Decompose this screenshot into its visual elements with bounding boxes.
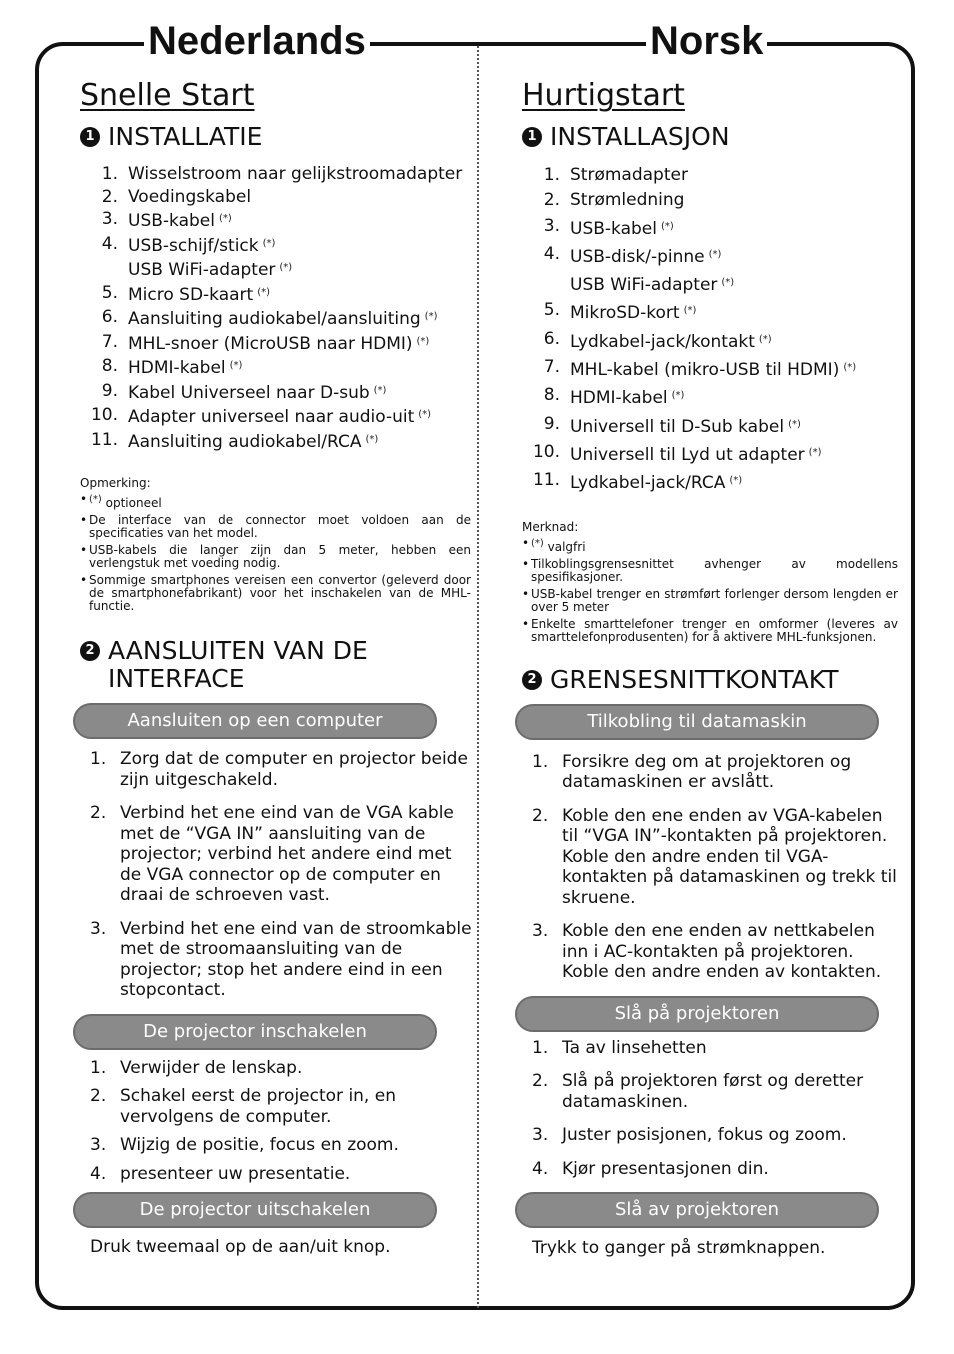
step-item <box>80 919 472 1001</box>
step-number: 4. <box>532 1158 549 1179</box>
item-label: USB WiFi-adapter (*) <box>128 260 293 280</box>
item-number: 5. <box>101 282 118 303</box>
connect-steps-list <box>522 752 902 983</box>
item-label: USB-kabel (*) <box>570 218 674 239</box>
installation-item <box>80 233 472 258</box>
item-number <box>80 257 128 282</box>
language-title-dutch: Nederlands <box>144 18 370 64</box>
section-pill-power-on: Slå på projektoren <box>515 996 879 1032</box>
item-label: Lydkabel-jack/RCA (*) <box>570 473 743 494</box>
section-title-text: INSTALLATIE <box>108 122 263 151</box>
step-item <box>522 1125 902 1146</box>
item-label: MHL-kabel (mikro-USB til HDMI) (*) <box>570 360 857 381</box>
item-label: Strømledning <box>570 190 685 211</box>
power-off-text: Druk tweemaal op de aan/uit knop. <box>90 1237 391 1257</box>
step-item <box>522 1071 902 1112</box>
notes-block <box>80 477 471 613</box>
optional-marker: (*) <box>660 220 674 232</box>
step-number: 3. <box>90 1135 107 1155</box>
section-number-badge: 1 <box>522 127 542 147</box>
power-off-text: Trykk to ganger på strømknappen. <box>532 1238 826 1259</box>
installation-item <box>80 163 472 186</box>
item-number: 4. <box>543 243 560 264</box>
step-text: Kjør presentasjonen din. <box>562 1158 769 1179</box>
step-number: 2. <box>90 803 107 823</box>
item-label: MHL-snoer (MicroUSB naar HDMI) (*) <box>128 333 430 354</box>
item-number <box>522 270 570 298</box>
step-text: Ta av linsehetten <box>562 1037 707 1058</box>
optional-marker: (*) <box>218 213 232 224</box>
notes-block <box>522 521 898 644</box>
language-title-norwegian: Norsk <box>646 18 767 64</box>
step-text: Wijzig de positie, focus en zoom. <box>120 1135 399 1155</box>
installation-item <box>80 404 472 429</box>
power-on-steps-list <box>80 1058 472 1185</box>
item-number: 1. <box>101 164 118 184</box>
optional-marker: (*) <box>229 360 243 371</box>
step-number: 3. <box>532 1125 549 1146</box>
note-item: • USB-kabel trenger en strømført forlenger dersom lengden er over 5 meter <box>522 588 898 614</box>
item-number: 2. <box>101 186 118 207</box>
optional-marker: (*) <box>758 333 772 345</box>
optional-marker: (*) <box>416 335 430 347</box>
optional-marker: (*) <box>721 277 735 289</box>
step-text: Schakel eerst de projector in, en vervolgens de computer. <box>120 1086 396 1127</box>
optional-marker: (*) <box>671 390 685 402</box>
optional-marker: (*) <box>729 475 743 487</box>
optional-marker: (*) <box>843 362 857 374</box>
step-number: 3. <box>532 921 549 942</box>
item-label: Universell til Lyd ut adapter (*) <box>570 444 822 465</box>
installation-item <box>522 242 902 270</box>
installation-item <box>522 270 902 298</box>
step-item <box>80 803 472 906</box>
installation-item <box>522 188 902 213</box>
section-pill-power-on: De projector inschakelen <box>73 1014 437 1050</box>
dutch-column <box>80 78 472 1257</box>
section-pill-power-off: De projector uitschakelen <box>73 1192 437 1228</box>
item-label: Adapter universeel naar audio-uit (*) <box>128 407 432 427</box>
item-label: Aansluiting audiokabel/aansluiting (*) <box>128 309 438 329</box>
step-text: Koble den ene enden av nettkabelen inn i AC-kontakten på projektoren. Koble den andre enden av kontakten. <box>562 921 882 983</box>
installation-item <box>80 331 472 356</box>
item-number: 9. <box>101 380 118 401</box>
item-number: 7. <box>543 357 560 378</box>
item-number: 4. <box>101 233 118 254</box>
section-pill-power-off: Slå av projektoren <box>515 1192 879 1228</box>
note-item: • USB-kabels die langer zijn dan 5 meter, hebben een verlengstuk met voeding nodig. <box>80 544 471 570</box>
step-text: Koble den ene enden av VGA-kabelen til “VGA IN”-kontakten på projektoren. Koble den andre enden til VGA-kontakten på datamaskinen og trekk til skruene. <box>562 805 897 908</box>
item-label: Kabel Universeel naar D-sub (*) <box>128 382 387 403</box>
installation-item <box>522 355 902 383</box>
note-item: • De interface van de connector moet voldoen aan de specificaties van het model. <box>80 514 471 540</box>
item-label: USB-kabel (*) <box>128 211 232 231</box>
item-label: HDMI-kabel (*) <box>570 388 685 409</box>
step-number: 2. <box>532 805 549 826</box>
item-number: 6. <box>543 328 560 349</box>
section-title-text: INSTALLASJON <box>550 122 730 151</box>
step-item <box>522 752 902 793</box>
step-text: Zorg dat de computer en projector beide zijn uitgeschakeld. <box>120 749 468 790</box>
installation-item <box>522 440 902 468</box>
step-text: Slå på projektoren først og deretter datamaskinen. <box>562 1071 864 1112</box>
step-number: 1. <box>532 751 549 772</box>
installation-item <box>80 355 472 380</box>
section-interface-title <box>522 666 902 694</box>
item-label: Wisselstroom naar gelijkstroomadapter <box>128 164 463 184</box>
note-item: • Tilkoblingsgrensesnittet avhenger av modellens spesifikasjoner. <box>522 558 898 584</box>
item-number: 11. <box>532 470 560 491</box>
installation-item <box>80 282 472 307</box>
optional-marker: (*) <box>708 248 722 260</box>
optional-marker: (*) <box>683 305 697 317</box>
step-number: 2. <box>90 1086 107 1106</box>
installation-item <box>522 412 902 440</box>
installation-list <box>80 163 472 453</box>
item-number: 9. <box>543 413 560 434</box>
item-label: USB-disk/-pinne (*) <box>570 246 722 267</box>
section-pill-connect-computer: Aansluiten op een computer <box>73 703 437 739</box>
optional-marker: (*) <box>418 409 432 420</box>
section-number-badge: 2 <box>80 641 100 661</box>
section-interface-title <box>80 637 472 693</box>
step-number: 1. <box>90 1057 107 1078</box>
connect-steps-list <box>80 749 472 1001</box>
installation-item <box>522 383 902 411</box>
note-item: • (*) valgfri <box>522 537 898 554</box>
optional-marker: (*) <box>257 286 271 298</box>
item-number: 10. <box>90 405 118 425</box>
step-number: 3. <box>90 918 107 939</box>
section-title-text: AANSLUITEN VAN DE INTERFACE <box>108 636 368 693</box>
item-number: 10. <box>532 441 560 462</box>
item-label: Voedingskabel <box>128 186 252 207</box>
installation-item <box>522 163 902 188</box>
step-number: 2. <box>532 1071 549 1092</box>
step-item <box>80 1058 472 1079</box>
step-item <box>80 1135 472 1156</box>
installation-item <box>522 298 902 326</box>
step-item <box>522 1159 902 1180</box>
item-number: 6. <box>101 307 118 327</box>
item-label: Lydkabel-jack/kontakt (*) <box>570 331 772 352</box>
step-item <box>522 1038 902 1059</box>
item-label: MikroSD-kort (*) <box>570 303 697 324</box>
step-item <box>80 1164 472 1185</box>
step-number: 4. <box>90 1163 107 1184</box>
power-on-steps-list <box>522 1038 902 1180</box>
installation-item <box>522 214 902 242</box>
step-text: Verbind het ene eind van de VGA kable met de “VGA IN” aansluiting van de projector; verbind het andere eind met de VGA connector op de computer en draai de schroeven vast. <box>120 803 454 905</box>
item-number: 8. <box>101 356 118 376</box>
quick-start-title: Hurtigstart <box>522 78 685 113</box>
optional-marker: (*) <box>365 433 379 445</box>
section-installation-title <box>522 123 902 151</box>
optional-marker: (*) <box>262 237 276 249</box>
item-label: USB-schijf/stick (*) <box>128 235 276 256</box>
notes-title: Merknad: <box>522 519 579 534</box>
item-number: 11. <box>90 429 118 450</box>
optional-marker: (*) <box>788 418 801 430</box>
section-pill-connect-computer: Tilkobling til datamaskin <box>515 704 879 740</box>
section-number-badge: 2 <box>522 670 542 690</box>
item-label: HDMI-kabel (*) <box>128 358 243 378</box>
step-text: presenteer uw presentatie. <box>120 1163 351 1184</box>
optional-marker: (*) <box>808 446 822 458</box>
step-item <box>522 806 902 909</box>
note-item: • Sommige smartphones vereisen een convertor (geleverd door de smartphonefabrikant) voor het inschakelen van de MHL-functie. <box>80 574 471 613</box>
step-number: 1. <box>90 749 107 769</box>
optional-marker: (*) <box>424 311 438 322</box>
step-item <box>80 749 472 790</box>
item-number: 8. <box>543 385 560 406</box>
quick-start-title: Snelle Start <box>80 78 255 113</box>
item-label: Strømadapter <box>570 165 688 185</box>
item-number: 7. <box>101 331 118 352</box>
item-label: Aansluiting audiokabel/RCA (*) <box>128 431 379 452</box>
installation-item <box>522 468 902 496</box>
section-installation-title <box>80 123 472 151</box>
item-number: 3. <box>101 209 118 229</box>
item-number: 5. <box>543 300 560 321</box>
note-item: • Enkelte smarttelefoner trenger en omformer (leveres av smarttelefonprodusenten) for å aktivere MHL-funksjonen. <box>522 618 898 644</box>
step-text: Juster posisjonen, fokus og zoom. <box>562 1125 847 1146</box>
item-number: 3. <box>543 215 560 236</box>
column-divider <box>477 46 479 1308</box>
step-item <box>522 921 902 983</box>
optional-marker: (*) <box>373 384 387 396</box>
item-label: Micro SD-kaart (*) <box>128 284 271 305</box>
step-text: Forsikre deg om at projektoren og datamaskinen er avslått. <box>562 751 852 793</box>
installation-item <box>80 208 472 233</box>
item-number: 1. <box>543 165 560 185</box>
step-text: Verbind het ene eind van de stroomkable met de stroomaansluiting van de projector; stop het andere eind in een stopcontact. <box>120 918 472 1000</box>
installation-item <box>80 257 472 282</box>
installation-item <box>80 429 472 454</box>
note-item: • (*) optioneel <box>80 493 471 510</box>
section-title-text: GRENSESNITTKONTAKT <box>550 664 839 694</box>
notes-title: Opmerking: <box>80 476 151 490</box>
optional-marker: (*) <box>279 262 293 273</box>
installation-item <box>80 306 472 331</box>
step-number: 1. <box>532 1037 549 1058</box>
item-label: Universell til D-Sub kabel (*) <box>570 416 801 437</box>
item-label: USB WiFi-adapter (*) <box>570 275 735 296</box>
norwegian-column <box>522 78 902 1258</box>
installation-item <box>80 186 472 209</box>
section-number-badge: 1 <box>80 127 100 147</box>
item-number: 2. <box>543 190 560 211</box>
installation-item <box>80 380 472 405</box>
installation-item <box>522 327 902 355</box>
installation-list <box>522 163 902 497</box>
step-text: Verwijder de lenskap. <box>120 1057 303 1078</box>
step-item <box>80 1086 472 1127</box>
